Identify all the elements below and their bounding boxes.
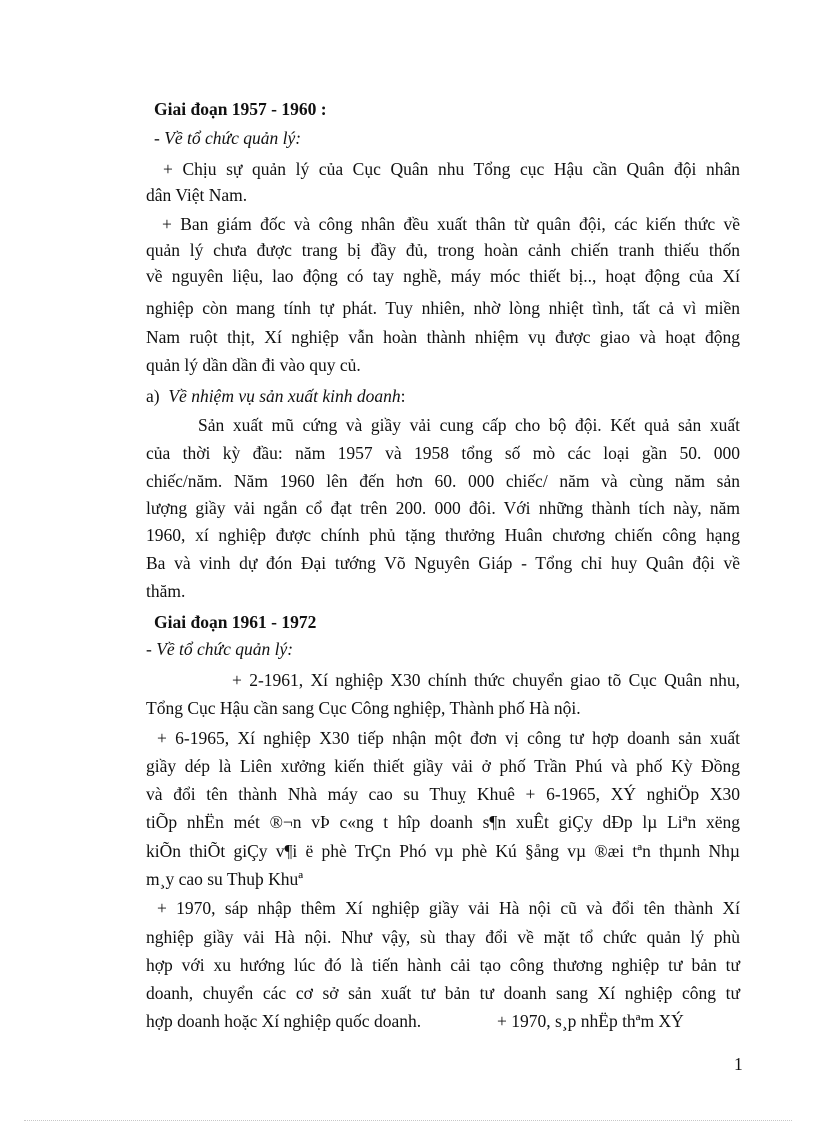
paragraph-line: về nguyên liệu, lao động có tay nghề, máy móc thiết bị.., hoạt động của Xí: [146, 266, 740, 286]
subheading-management-1: - Về tổ chức quản lý:: [154, 128, 302, 148]
subheading-management-2: - Về tổ chức quản lý:: [146, 639, 294, 659]
list-item-marker: a): [146, 386, 160, 406]
paragraph-line: Sản xuất mũ cứng và giầy vải cung cấp cho bộ đội. Kết quả sản xuất: [198, 415, 740, 435]
garbled-line: tiÕp nhËn mét ®¬n vÞ c«ng t hîp doanh s¶n xuÊt giÇy dÐp lµ Liªn xëng: [146, 812, 740, 832]
paragraph-line: + Chịu sự quản lý của Cục Quân nhu Tổng cục Hậu cần Quân đội nhân: [163, 159, 740, 179]
paragraph-line: Tổng Cục Hậu cần sang Cục Công nghiệp, Thành phố Hà nội.: [146, 698, 581, 718]
garbled-line: m¸y cao su Thuþ Khuª: [146, 869, 304, 889]
paragraph-line: + Ban giám đốc và công nhân đều xuất thân từ quân đội, các kiến thức về: [162, 214, 740, 234]
section-heading-1957-1960: Giai đoạn 1957 - 1960 :: [154, 99, 327, 119]
paragraph-line: 1960, xí nghiệp được chính phủ tặng thưởng Huân chương chiến công hạng: [146, 525, 740, 545]
paragraph-line: hợp với xu hướng lúc đó là tiến hành cải tạo công thương nghiệp tư bản tư: [146, 955, 740, 975]
list-item-suffix: :: [400, 386, 406, 406]
paragraph-line: nghiệp giầy vải Hà nội. Như vậy, sù thay đổi về mặt tổ chức quản lý phù: [146, 927, 740, 947]
paragraph-line: giầy dép là Liên xưởng kiến thiết giầy vải ở phố Trần Phú và phố Kỳ Đồng: [146, 756, 740, 776]
paragraph-line: của thời kỳ đầu: năm 1957 và 1958 tổng số mò các loại gần 50. 000: [146, 443, 740, 463]
paragraph-line: doanh, chuyển các cơ sở sản xuất tư bản tư doanh sang Xí nghiệp công tư: [146, 983, 740, 1003]
list-item-title: Về nhiệm vụ sản xuất kinh doanh: [168, 386, 401, 406]
paragraph-line: dân Việt Nam.: [146, 185, 248, 205]
paragraph-line: hợp doanh hoặc Xí nghiệp quốc doanh.: [146, 1011, 422, 1031]
paragraph-line: và đổi tên thành Nhà máy cao su Thuỵ Khuê + 6-1965, XÝ nghiÖp X30: [146, 784, 740, 804]
section-heading-1961-1972: Giai đoạn 1961 - 1972: [154, 612, 317, 632]
paragraph-line: + 6-1965, Xí nghiệp X30 tiếp nhận một đơn vị công tư hợp doanh sản xuất: [157, 728, 740, 748]
paragraph-line: nghiệp còn mang tính tự phát. Tuy nhiên, nhờ lòng nhiệt tình, tất cả vì miền: [146, 298, 740, 318]
paragraph-line: thăm.: [146, 581, 186, 601]
paragraph-line: Nam ruột thịt, Xí nghiệp vẫn hoàn thành nhiệm vụ được giao và hoạt động: [146, 327, 740, 347]
page-number: 1: [734, 1054, 743, 1074]
paragraph-line: chiếc/năm. Năm 1960 lên đến hơn 60. 000 chiếc/ năm và cùng năm sản: [146, 471, 740, 491]
paragraph-line: quản lý dần dần đi vào quy củ.: [146, 355, 361, 375]
garbled-line: kiÕn thiÕt giÇy v¶i ë phè TrÇn Phó vµ phè Kú §ång vµ ®æi tªn thµnh Nhµ: [146, 841, 740, 861]
paragraph-line: + 1970, sáp nhập thêm Xí nghiệp giầy vải Hà nội cũ và đổi tên thành Xí: [157, 898, 740, 918]
paragraph-line: Ba và vinh dự đón Đại tướng Võ Nguyên Giáp - Tổng chỉ huy Quân đội về: [146, 553, 740, 573]
footer-divider: [24, 1120, 792, 1121]
paragraph-line: lượng giầy vải ngắn cổ đạt trên 200. 000 đôi. Với những thành tích này, năm: [146, 498, 740, 518]
garbled-fragment: + 1970, s¸p nhËp thªm XÝ: [497, 1011, 684, 1031]
list-item-a: [146, 384, 740, 408]
paragraph-line: quản lý chưa được trang bị đầy đủ, trong hoàn cảnh chiến tranh thiếu thốn: [146, 240, 740, 260]
paragraph-line: + 2-1961, Xí nghiệp X30 chính thức chuyển giao tõ Cục Quân nhu,: [232, 670, 740, 690]
